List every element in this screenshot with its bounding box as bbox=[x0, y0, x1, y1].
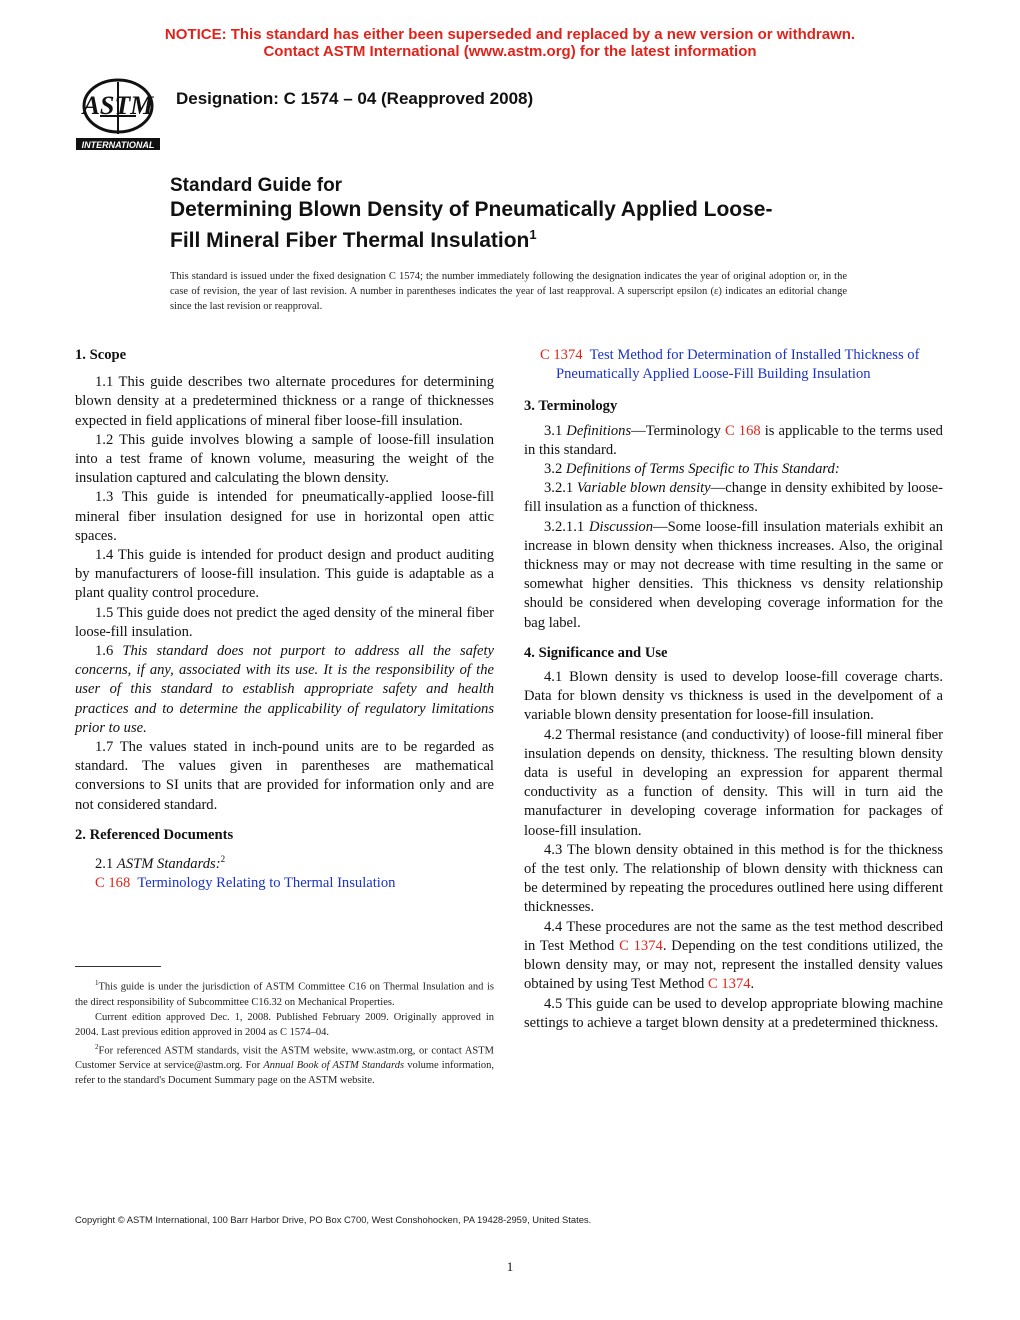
paragraph-number: 2.1 bbox=[95, 855, 114, 872]
withdrawal-notice bbox=[0, 26, 1020, 60]
text: —Some loose-fill insulation materials exhibit an increase in blown density when thickness increases. Also, the original thickness may or may not decrease with time resulting in the same or somewhat higher densities. This thickness vs density relationship should be considered when developing coverage information for the bag label. bbox=[524, 518, 943, 631]
footnote-2 bbox=[75, 1040, 494, 1089]
c1374-link[interactable]: C 1374 bbox=[707, 976, 751, 993]
paragraph-3-2-1 bbox=[524, 479, 943, 517]
footnote-text: This guide is under the jurisdiction of ASTM Committee C16 on Thermal Insulation and is the direct responsibility of Subcommittee C16.32 on Mechanical Properties. bbox=[75, 981, 494, 1008]
paragraph-3-2 bbox=[524, 460, 943, 479]
title-line-2: Determining Blown Density of Pneumatically Applied Loose- bbox=[170, 198, 773, 221]
paragraph-4-2: 4.2 Thermal resistance (and conductivity) of loose-fill mineral fiber insulation depends on density, thickness. The resulting blown density data is useful in developing an expression for apparent thermal conductivity as a function of density. This will in turn aid the manufacturer in developing coverage information for packages of loose-fill insulation. bbox=[524, 726, 943, 839]
paragraph-4-3: 4.3 The blown density obtained in this method is for the thickness of the test only. The relationship of blown density with thickness can be determined by repeating the procedures outlined here using different thicknesses. bbox=[524, 841, 943, 916]
footnote-mark: 2 bbox=[95, 1042, 99, 1051]
footnotes bbox=[75, 976, 494, 1088]
astm-logo bbox=[70, 76, 166, 156]
reference-code[interactable]: C 168 bbox=[95, 875, 131, 892]
astm-standards-label: ASTM Standards: bbox=[116, 855, 221, 872]
reference-title-link[interactable]: Test Method for Determination of Installed Thickness of Pneumatically Applied Loose-Fill Building Insulation bbox=[556, 347, 920, 383]
title-line-3 bbox=[170, 222, 870, 253]
footnote-divider bbox=[75, 966, 161, 967]
term: Definitions bbox=[566, 422, 632, 439]
text: is applicable to the terms used in this standard. bbox=[524, 422, 943, 458]
paragraph-1-1: 1.1 This guide describes two alternate procedures for determining blown density at a predetermined thickness or a range of thicknesses expected in field applications of mineral fiber loose-fill insulation. bbox=[75, 374, 494, 429]
paragraph-4-5: 4.5 This guide can be used to develop appropriate blowing machine settings to achieve a target blown density at a predetermined thickness. bbox=[524, 995, 943, 1031]
paragraph-number: 3.2.1 bbox=[544, 480, 574, 497]
text: . bbox=[750, 976, 755, 993]
paragraph-3-2-1-1 bbox=[524, 518, 943, 633]
copyright: Copyright © ASTM International, 100 Barr Harbor Drive, PO Box C700, West Conshohocken, PA 19428-2959, United States. bbox=[75, 1214, 592, 1225]
paragraph-1-4: 1.4 This guide is intended for product design and product auditing by manufacturers of loose-fill insulation. This guide is adaptable as a plant quality control procedure. bbox=[75, 547, 494, 602]
page-number: 1 bbox=[506, 1259, 514, 1274]
document-title bbox=[170, 174, 870, 253]
reference-c168[interactable] bbox=[75, 874, 494, 893]
logo-international: INTERNATIONAL bbox=[81, 140, 155, 150]
issue-note: This standard is issued under the fixed designation C 1574; the number immediately following the designation indicates the year of original adoption or, in the case of revision, the year of last revision. A number in parentheses indicates the year of last reapproval. A superscript epsilon (ε) indicates an editorial change since the last revision or reapproval. bbox=[170, 271, 847, 312]
safety-statement: This standard does not purport to address all the safety concerns, if any, associated with its use. It is the responsibility of the user of this standard to establish appropriate safety and health practices and to determine the applicability of regulatory limitations prior to use. bbox=[75, 643, 494, 736]
paragraph-number: 3.1 bbox=[544, 422, 563, 439]
footnote-1 bbox=[75, 976, 494, 1010]
footnote-text: For referenced ASTM standards, visit the ASTM website, www.astm.org, or contact ASTM Customer Service at service@astm.org. For bbox=[75, 1045, 494, 1071]
paragraph-1-5: 1.5 This guide does not predict the aged density of the mineral fiber loose-fill insulation. bbox=[75, 604, 494, 640]
term: Variable blown density bbox=[576, 480, 711, 497]
text: 4.4 These procedures are not the same as the test method described in Test Method bbox=[524, 918, 943, 954]
text: . Depending on the test conditions utilized, the blown density may, or may not, represent the installed density values obtained by using Test Method bbox=[524, 937, 943, 993]
title-line-3-text: Fill Mineral Fiber Thermal Insulation bbox=[170, 229, 530, 252]
text: —change in density exhibited by loose-fill insulation as a function of thickness. bbox=[524, 480, 943, 516]
footnote-1-edition: Current edition approved Dec. 1, 2008. Published February 2009. Originally approved in 2004. Last previous edition approved in 2004 as C 1574–04. bbox=[75, 1011, 494, 1038]
footnote-text: volume information, refer to the standard's Document Summary page on the ASTM website. bbox=[75, 1060, 494, 1086]
section-heading-terminology: 3. Terminology bbox=[524, 398, 618, 415]
paragraph-4-4 bbox=[524, 918, 943, 995]
c1374-link[interactable]: C 1374 bbox=[619, 937, 663, 954]
logo-letters: ASTM bbox=[82, 91, 154, 120]
astm-logo-icon bbox=[70, 76, 166, 156]
paragraph-number: 3.2.1.1 bbox=[544, 518, 585, 535]
section-heading-referenced: 2. Referenced Documents bbox=[75, 826, 234, 843]
reference-c1374[interactable] bbox=[540, 346, 943, 384]
term: Definitions of Terms Specific to This Standard: bbox=[565, 461, 840, 478]
footnote-mark: 1 bbox=[95, 979, 99, 987]
c168-link[interactable]: C 168 bbox=[725, 422, 761, 439]
term: Discussion bbox=[588, 518, 654, 535]
paragraph-1-7: 1.7 The values stated in inch-pound units are to be regarded as standard. The values given in parentheses are mathematical conversions to SI units that are provided for information only and are not considered standard. bbox=[75, 739, 494, 813]
paragraph-3-1 bbox=[524, 422, 943, 460]
text: —Terminology bbox=[631, 422, 721, 439]
paragraph-4-1: 4.1 Blown density is used to develop loose-fill coverage charts. Data for blown density vs thickness is used in the develpoment of a variable blown density presentation for loose-fill insulation. bbox=[524, 669, 943, 724]
paragraph-2-1 bbox=[75, 850, 494, 874]
footnote-mark: 2 bbox=[220, 854, 226, 865]
right-column bbox=[524, 346, 943, 1033]
footnote-italic: Annual Book of ASTM Standards bbox=[263, 1060, 405, 1071]
notice-line-2: Contact ASTM International (www.astm.org) for the latest information bbox=[263, 43, 757, 60]
paragraph-1-6 bbox=[75, 642, 494, 738]
reference-title-link[interactable]: Terminology Relating to Thermal Insulation bbox=[137, 875, 396, 892]
paragraph-number: 1.6 bbox=[95, 643, 114, 660]
paragraph-number: 3.2 bbox=[544, 461, 563, 478]
paragraph-1-3: 1.3 This guide is intended for pneumatically-applied loose-fill mineral fiber insulation designed for use in horizontal open attic spaces. bbox=[75, 489, 494, 544]
reference-code[interactable]: C 1374 bbox=[540, 347, 583, 363]
title-line-1: Standard Guide for bbox=[170, 175, 343, 196]
paragraph-1-2: 1.2 This guide involves blowing a sample of loose-fill insulation into a test frame of known volume, measuring the weight of the insulation captured and calculating the blown density. bbox=[75, 431, 494, 487]
section-heading-significance: 4. Significance and Use bbox=[524, 644, 668, 661]
designation: Designation: C 1574 – 04 (Reapproved 2008) bbox=[176, 89, 534, 108]
section-heading-scope: 1. Scope bbox=[75, 347, 127, 363]
notice-line-1: NOTICE: This standard has either been superseded and replaced by a new version or withdrawn. bbox=[164, 26, 856, 43]
title-footnote-mark: 1 bbox=[529, 227, 537, 242]
left-column bbox=[75, 346, 494, 893]
